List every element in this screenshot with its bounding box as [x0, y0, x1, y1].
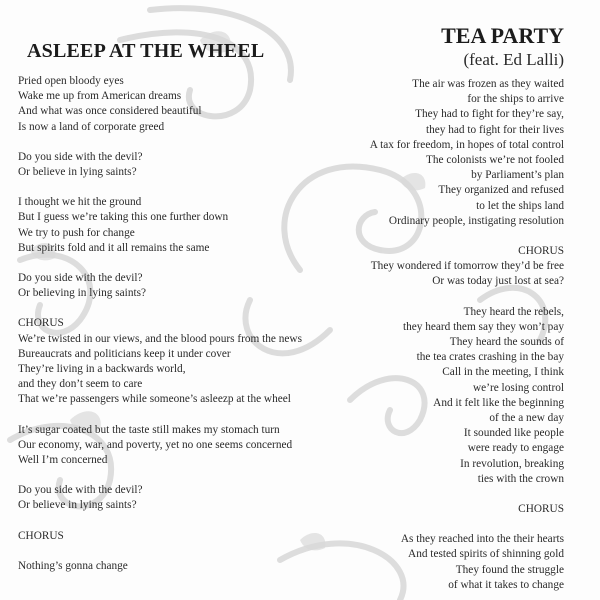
lyric-line: were ready to engage: [467, 442, 564, 455]
lyric-line: Wake me up from American dreams: [18, 90, 182, 103]
lyric-line: They heard the rebels,: [463, 305, 564, 318]
lyric-line: They’re living in a backwards world,: [18, 363, 186, 376]
stanza-gap: [264, 290, 564, 305]
right-song: [264, 22, 564, 593]
lyric-line: The colonists we’re not fooled: [425, 154, 564, 167]
lyric-line: As they reached into the their hearts: [400, 533, 564, 546]
lyric-line: They found the struggle: [455, 563, 564, 576]
lyric-line: Or believe in lying saints?: [18, 166, 137, 179]
lyric-line: And what was once considered beautiful: [18, 105, 202, 118]
lyric-line: The air was frozen as they waited: [412, 78, 564, 90]
lyric-line: ties with the crown: [477, 472, 564, 485]
lyric-line: Or believe in lying saints?: [18, 499, 137, 512]
lyric-line: Pried open bloody eyes: [18, 75, 124, 87]
chorus-label: CHORUS: [518, 245, 564, 258]
chorus-label: CHORUS: [518, 503, 564, 516]
lyric-line: Call in the meeting, I think: [442, 366, 564, 379]
lyric-line: Well I’m concerned: [18, 454, 108, 467]
lyric-line: It sounded like people: [463, 427, 564, 440]
lyric-line: Nothing’s gonna change: [18, 559, 128, 572]
stanza-gap: [264, 517, 564, 532]
lyric-line: They heard the sounds of: [449, 336, 564, 349]
lyric-line: Or believing in lying saints?: [18, 287, 147, 300]
lyric-line: and they don’t seem to care: [18, 378, 143, 391]
lyric-line: Bureaucrats and politicians keep it under cover: [18, 347, 231, 360]
lyric-line: They organized and refused: [438, 184, 564, 197]
song-subtitle-right: (feat. Ed Lalli): [463, 50, 564, 69]
lyric-line: they had to fight for their lives: [425, 123, 564, 136]
lyric-line: And it felt like the beginning: [433, 396, 564, 409]
lyric-line: And tested spirits of shinning gold: [408, 548, 564, 561]
lyric-line: They wondered if tomorrow they’d be free: [370, 260, 564, 273]
song-title-right: TEA PARTY: [441, 23, 564, 48]
lyric-line: to let the ships land: [476, 199, 564, 212]
chorus-label: CHORUS: [18, 317, 64, 330]
lyric-line: by Parliament’s plan: [471, 169, 564, 182]
lyric-line: We try to push for change: [18, 226, 135, 239]
lyric-line: Ordinary people, instigating resolution: [388, 214, 564, 227]
lyric-line: for the ships to arrive: [467, 93, 564, 106]
lyric-line: they heard them say they won’t pay: [402, 320, 564, 333]
lyric-line: Our economy, war, and poverty, yet no one seems concerned: [18, 438, 293, 451]
lyric-line: Do you side with the devil?: [18, 150, 143, 163]
lyric-line: It’s sugar coated but the taste still makes my stomach turn: [18, 423, 280, 436]
lyric-line: of the a new day: [489, 412, 564, 425]
lyrics-right: [264, 77, 564, 593]
lyric-line: we’re losing control: [473, 381, 564, 394]
lyric-line: We’re twisted in our views, and the blood pours from the news: [18, 332, 302, 345]
lyric-line: of what it takes to change: [448, 578, 564, 591]
lyric-line: That we’re passengers while someone’s asleezp at the wheel: [18, 393, 291, 406]
lyric-line: But spirits fold and it all remains the same: [18, 241, 210, 254]
lyric-line: Is now a land of corporate greed: [18, 120, 165, 133]
lyric-line: Or was today just lost at sea?: [432, 275, 564, 288]
lyric-line: A tax for freedom, in hopes of total control: [369, 138, 564, 151]
lyric-line: the tea crates crashing in the bay: [416, 351, 564, 364]
chorus-label: CHORUS: [18, 529, 64, 542]
lyric-line: I thought we hit the ground: [18, 196, 142, 209]
lyric-line: Do you side with the devil?: [18, 484, 143, 497]
lyric-line: Do you side with the devil?: [18, 272, 143, 285]
song-title-left: ASLEEP AT THE WHEEL: [27, 40, 265, 62]
lyric-line: But I guess we’re taking this one further down: [18, 211, 229, 224]
lyric-line: In revolution, breaking: [460, 457, 564, 470]
stanza-gap: [264, 229, 564, 244]
lyric-line: They had to fight for they’re say,: [415, 108, 564, 121]
stanza-gap: [264, 487, 564, 502]
